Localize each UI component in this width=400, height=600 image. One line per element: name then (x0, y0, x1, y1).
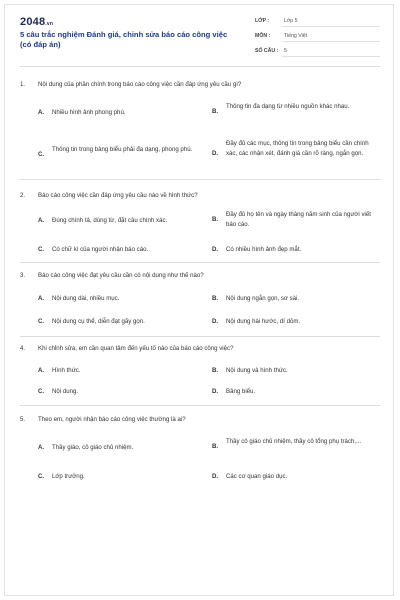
option-letter: C. (38, 246, 45, 253)
meta-underline (282, 26, 380, 27)
option-text: Nội dung ngắn gọn, sơ sài. (226, 295, 300, 302)
meta-value: Tiếng Việt (284, 33, 308, 39)
option-letter: B. (212, 367, 219, 374)
option-letter: C. (38, 473, 45, 480)
question-divider (20, 179, 380, 180)
option-text: Thầy cô giáo chủ nhiệm, thầy cô tổng phụ trách,... (226, 438, 362, 445)
meta-underline (282, 56, 380, 57)
question-number: 5. (20, 416, 26, 423)
question-divider (20, 405, 380, 406)
option-letter: D. (212, 150, 219, 157)
option-text: Lớp trưởng. (52, 473, 85, 480)
option-text: Đúng chính tả, dùng từ, đặt câu chính xác. (52, 217, 168, 224)
meta-key: MÔN : (255, 33, 271, 39)
option-text: Thông tin đa dạng từ nhiều nguồn khác nhau. (226, 103, 350, 110)
option-text: Nội dung hài hước, dí dỏm. (226, 318, 301, 325)
site-logo[interactable] (20, 16, 53, 28)
option-letter: C. (38, 388, 45, 395)
meta-value: Lớp 5 (284, 18, 298, 24)
question-number: 2. (20, 192, 26, 199)
option-letter: A. (38, 217, 45, 224)
question-text: Khi chỉnh sửa, em cần quan tâm đến yếu tố nào của báo cáo công việc? (38, 345, 234, 352)
option-letter: A. (38, 444, 45, 451)
meta-key: LỚP : (255, 18, 270, 24)
question-text: Báo cáo công việc cần đáp ứng yêu cầu nào về hình thức? (38, 192, 198, 199)
meta-underline (282, 41, 380, 42)
option-text: Nội dung. (52, 388, 79, 395)
option-text: Nội dung dài, nhiều mục. (52, 295, 120, 302)
option-text: Thông tin trong bảng biểu phải đa dạng, phong phú. (52, 146, 193, 153)
option-letter: B. (212, 295, 219, 302)
option-letter: D. (212, 246, 219, 253)
question-number: 1. (20, 81, 26, 88)
option-text: Có chữ kí của người nhận báo cáo. (52, 246, 149, 253)
option-letter: B. (212, 443, 219, 450)
option-letter: A. (38, 295, 45, 302)
option-text: Thầy giáo, cô giáo chủ nhiệm. (52, 444, 134, 451)
option-text: Bảng biểu. (226, 388, 256, 395)
option-text: Đầy đủ các mục, thông tin trong bảng biểu cần chính xác, các nhận xét, đánh giá cần rõ ràng, ngắn gọn. (226, 140, 369, 157)
question-divider (20, 262, 380, 263)
option-letter: A. (38, 367, 45, 374)
option-letter: D. (212, 318, 219, 325)
option-text: Nội dung cụ thể, diễn đạt gãy gọn. (52, 318, 145, 325)
logo-suffix: .vn (45, 21, 54, 27)
option-text: Nội dung và hình thức. (226, 367, 288, 374)
option-text: Hình thức. (52, 367, 81, 374)
option-text: Nhiều hình ảnh phong phú. (52, 109, 126, 116)
question-text: Báo cáo công việc đạt yêu cầu cần có nội dung như thế nào? (38, 272, 204, 279)
question-text: Nội dung của phần chính trong báo cáo công việc cần đáp ứng yêu cầu gì? (38, 81, 242, 88)
question-text: Theo em, người nhận báo cáo công việc thường là ai? (38, 416, 186, 423)
question-number: 4. (20, 345, 26, 352)
meta-key: SỐ CÂU : (255, 48, 279, 54)
option-letter: C. (38, 318, 45, 325)
option-text: Các cơ quan giáo dục. (226, 473, 288, 480)
meta-value: 5 (284, 48, 287, 54)
option-letter: D. (212, 473, 219, 480)
option-letter: B. (212, 108, 219, 115)
option-letter: A. (38, 109, 45, 116)
option-letter: D. (212, 388, 219, 395)
option-letter: C. (38, 151, 45, 158)
document-title: 5 câu trắc nghiệm Đánh giá, chỉnh sửa báo cáo công việc (có đáp án) (20, 30, 228, 49)
option-text: Có nhiều hình ảnh đẹp mắt. (226, 246, 302, 253)
header-divider (20, 66, 380, 67)
question-number: 3. (20, 272, 26, 279)
logo-text: 2048 (20, 16, 46, 28)
question-divider (20, 336, 380, 337)
option-text: Đầy đủ họ tên và ngày tháng năm sinh của người viết báo cáo. (226, 211, 371, 228)
option-letter: B. (212, 216, 219, 223)
